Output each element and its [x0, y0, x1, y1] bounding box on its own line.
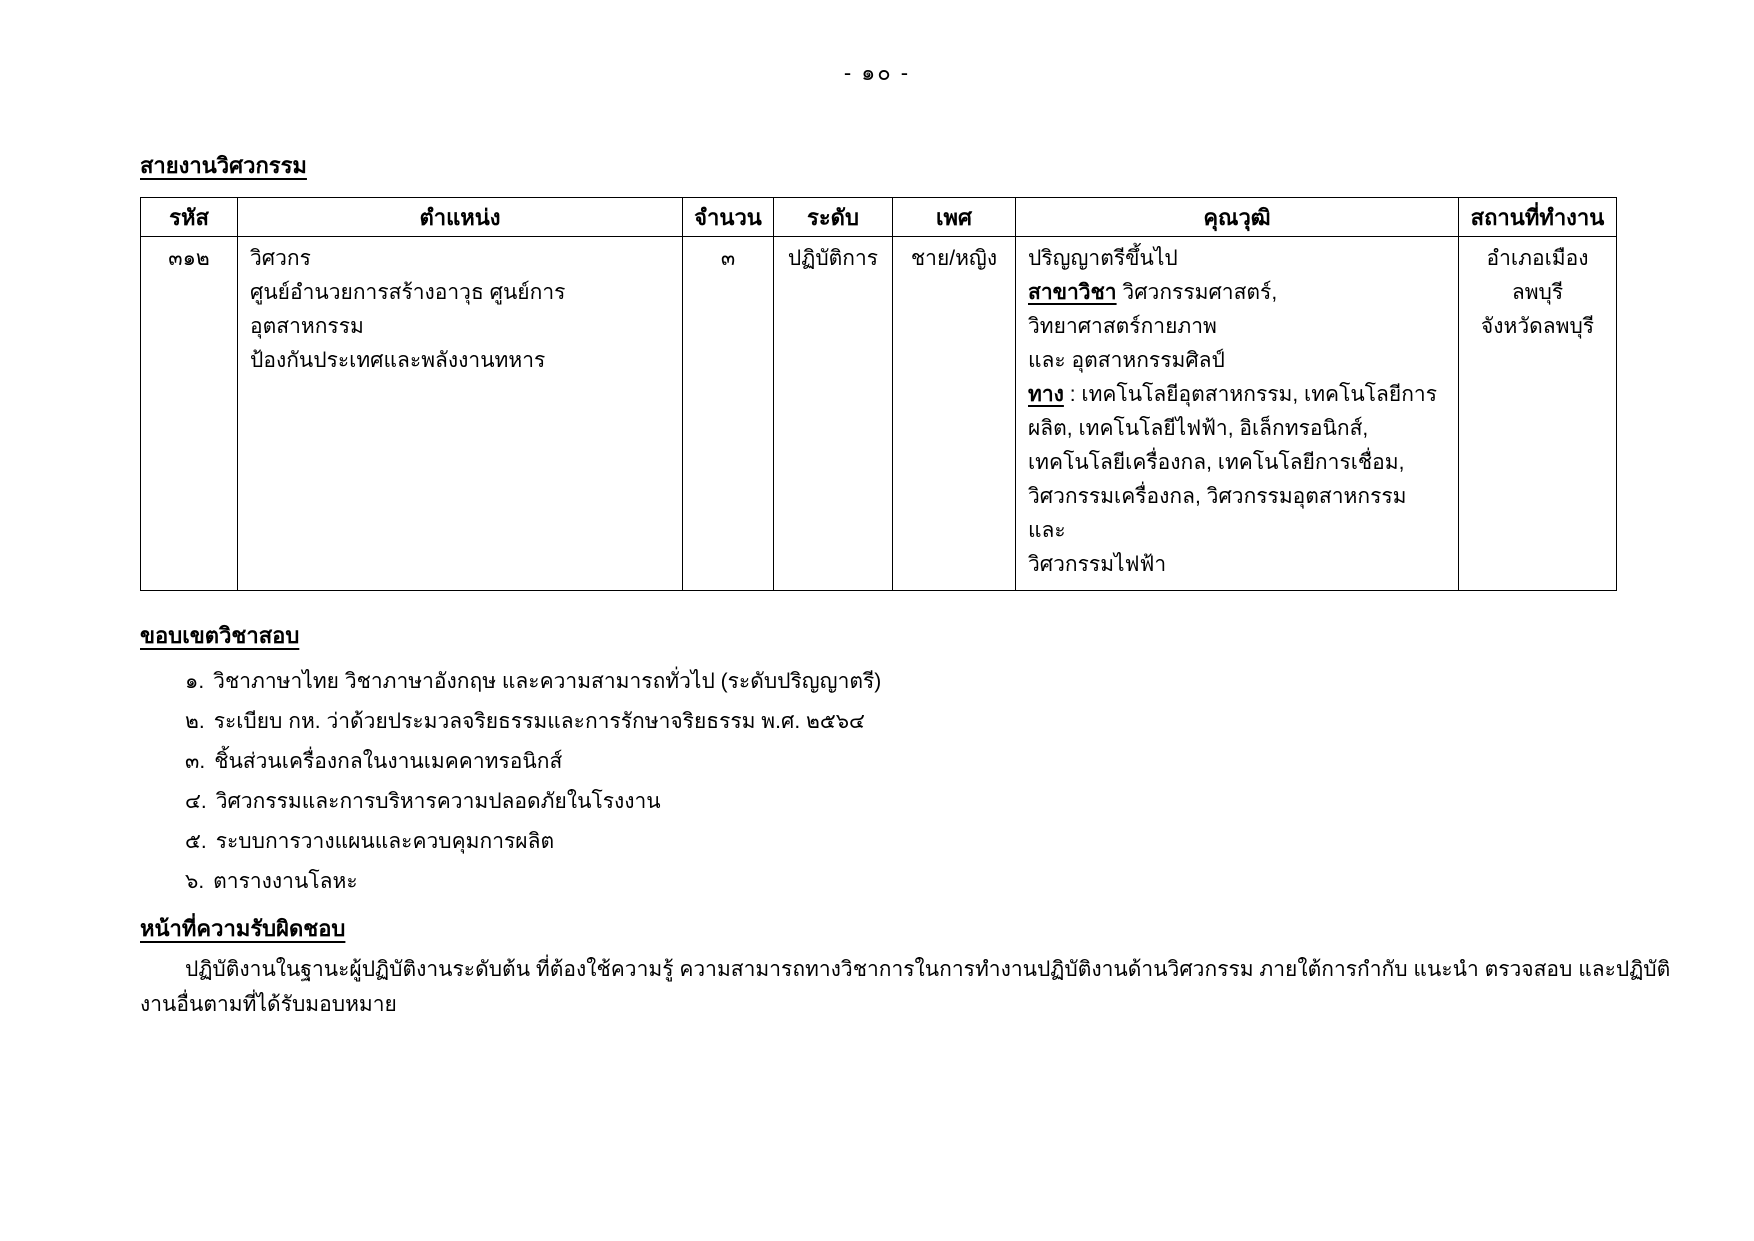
cell-qualification: [1016, 237, 1459, 591]
major-text: วิศวกรรมศาสตร์, วิทยาศาสตร์กายภาพ: [1028, 281, 1278, 338]
cell-level: ปฏิบัติการ: [774, 237, 893, 591]
qualification-line: [1028, 378, 1446, 412]
header-qualification: คุณวุฒิ: [1016, 198, 1459, 237]
duties-paragraph: ปฏิบัติงานในฐานะผู้ปฏิบัติงานระดับต้น ที่ต้องใช้ความรู้ ความสามารถทางวิชาการในการทำงานปฏิบัติงานด้านวิศวกรรม ภายใต้การกำกับ แนะนำ ตรวจสอบ และปฏิบัติงานอื่นตามที่ได้รับมอบหมาย: [140, 958, 1671, 1016]
qualification-line: และ อุตสาหกรรมศิลป์: [1028, 349, 1225, 372]
qualification-line: เทคโนโลยีเครื่องกล, เทคโนโลยีการเชื่อม,: [1028, 451, 1405, 474]
exam-scope-title: ขอบเขตวิชาสอบ: [140, 623, 300, 648]
table-row: [141, 237, 1617, 591]
list-item: [185, 665, 1706, 699]
qualification-line: [1028, 276, 1446, 344]
item-number: ๔.: [185, 790, 207, 813]
header-code: รหัส: [141, 198, 238, 237]
header-quantity: จำนวน: [683, 198, 774, 237]
item-text: วิชาภาษาไทย วิชาภาษาอังกฤษ และความสามารถทั่วไป (ระดับปริญญาตรี): [213, 670, 882, 693]
item-number: ๒.: [185, 710, 205, 733]
qualification-line: วิศวกรรมไฟฟ้า: [1028, 553, 1167, 576]
field-text: : เทคโนโลยีอุตสาหกรรม, เทคโนโลยีการ: [1063, 383, 1437, 406]
position-line: วิศวกร: [250, 247, 311, 270]
list-item: [185, 825, 1706, 859]
page-content: [0, 148, 1754, 1022]
item-text: ระบบการวางแผนและควบคุมการผลิต: [215, 830, 555, 853]
item-number: ๓.: [185, 750, 206, 773]
cell-code: ๓๑๒: [141, 237, 238, 591]
header-level: ระดับ: [774, 198, 893, 237]
item-number: ๖.: [185, 870, 205, 893]
field-label: ทาง: [1028, 383, 1064, 406]
position-line: ศูนย์อำนวยการสร้างอาวุธ ศูนย์การอุตสาหกรรม: [250, 281, 566, 338]
list-item: [185, 865, 1706, 899]
header-workplace: สถานที่ทำงาน: [1459, 198, 1617, 237]
page-number: - ๑๐ -: [843, 60, 911, 85]
cell-position: [238, 237, 683, 591]
cell-gender: ชาย/หญิง: [893, 237, 1016, 591]
job-positions-table: [140, 197, 1617, 591]
position-line: ป้องกันประเทศและพลังงานทหาร: [250, 349, 546, 372]
major-label: สาขาวิชา: [1028, 281, 1117, 304]
workplace-line: อำเภอเมืองลพบุรี: [1486, 247, 1589, 304]
list-item: [185, 785, 1706, 819]
qualification-line: วิศวกรรมเครื่องกล, วิศวกรรมอุตสาหกรรม และ: [1028, 485, 1407, 542]
duties-title: หน้าที่ความรับผิดชอบ: [140, 916, 346, 941]
exam-scope-list: [140, 665, 1706, 899]
qualification-line: ปริญญาตรีขึ้นไป: [1028, 247, 1178, 270]
cell-quantity: ๓: [683, 237, 774, 591]
workplace-line: จังหวัดลพบุรี: [1480, 315, 1595, 338]
item-text: ตารางงานโลหะ: [213, 870, 358, 893]
section-title-engineering: สายงานวิศวกรรม: [140, 153, 307, 178]
item-number: ๕.: [185, 830, 207, 853]
header-gender: เพศ: [893, 198, 1016, 237]
list-item: [185, 705, 1706, 739]
table-header: [141, 198, 1617, 237]
item-text: ระเบียบ กห. ว่าด้วยประมวลจริยธรรมและการรักษาจริยธรรม พ.ศ. ๒๕๖๔: [213, 710, 865, 733]
list-item: [185, 745, 1706, 779]
cell-workplace: [1459, 237, 1617, 591]
item-text: วิศวกรรมและการบริหารความปลอดภัยในโรงงาน: [215, 790, 661, 813]
item-number: ๑.: [185, 670, 205, 693]
header-position: ตำแหน่ง: [238, 198, 683, 237]
item-text: ชิ้นส่วนเครื่องกลในงานเมคคาทรอนิกส์: [214, 750, 563, 773]
qualification-line: ผลิต, เทคโนโลยีไฟฟ้า, อิเล็กทรอนิกส์,: [1028, 417, 1369, 440]
